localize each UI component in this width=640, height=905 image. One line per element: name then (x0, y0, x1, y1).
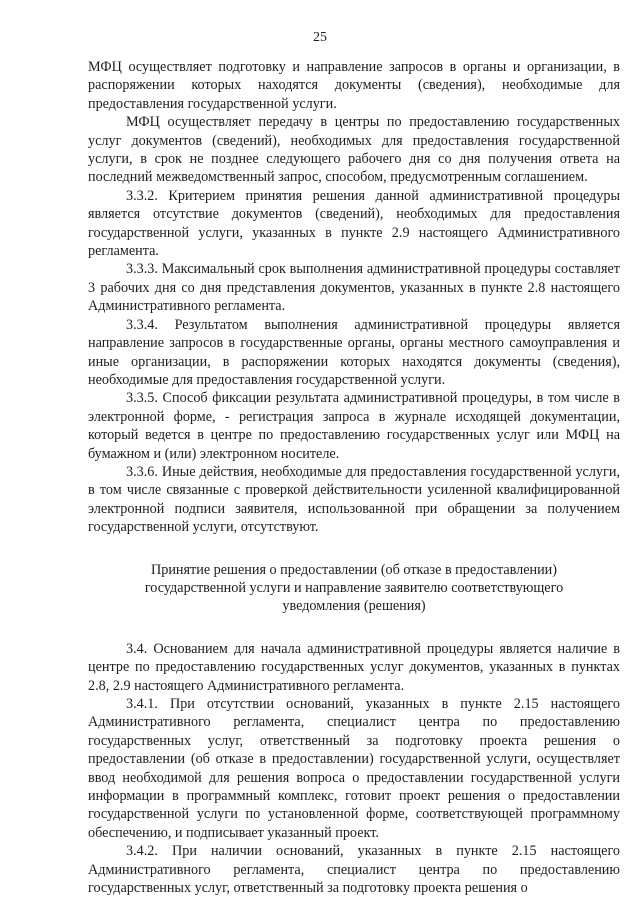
section-heading-line: Принятие решения о предоставлении (об отказе в предоставлении) (150, 561, 558, 578)
paragraph-3-3-2: 3.3.2. Критерием принятия решения данной административной процедуры является отсутствие документов (сведений), необходимых для предоставления государственной услуги, указанных в пункте 2.9 настоящего Административного регламента. (88, 187, 620, 260)
section-heading (88, 561, 620, 616)
paragraph-3-3-6: 3.3.6. Иные действия, необходимые для предоставления государственной услуги, в том числе связанные с проверкой действительности усиленной квалифицированной электронной подписи заявителя, использованной при обращении за получением государственной услуги, отсутствуют. (88, 463, 620, 536)
paragraph-3-4-2: 3.4.2. При наличии оснований, указанных в пункте 2.15 настоящего Административного регламента, специалист центра по предоставлению государственных услуг, ответственный за подготовку проекта решения о (88, 843, 620, 897)
section-heading-line: государственной услуги и направление заявителю соответствующего (144, 579, 564, 596)
page-number: 25 (313, 30, 327, 45)
document-body (88, 58, 620, 897)
paragraph-mfc-transfer: МФЦ осуществляет передачу в центры по предоставлению государственных услуг документов (сведений), необходимых для предоставления государственной услуги, в срок не позднее следующего рабочего дня со дня получения ответа на последний межведомственный запрос, способом, предусмотренным соглашением. (88, 114, 620, 186)
paragraph-3-4-1: 3.4.1. При отсутствии оснований, указанных в пункте 2.15 настоящего Административного регламента, специалист центра по предоставлению государственных услуг, ответственный за подготовку проекта решения о предоставлении (об отказе в предоставлении) государственной услуги, осуществляет ввод необходимой для решения вопроса о предоставлении государственной услуги информации в программный комплекс, готовит проект решения о предоставлении государственной услуги по установленной форме, соответствующей программному обеспечению, и подписывает указанный проект. (88, 696, 620, 841)
section-heading-line: уведомления (решения) (282, 598, 426, 615)
paragraph-mfc-requests: МФЦ осуществляет подготовку и направление запросов в органы и организации, в распоряжении которых находятся документы (сведения), необходимые для предоставления государственной услуги. (88, 59, 620, 112)
paragraph-3-3-3: 3.3.3. Максимальный срок выполнения административной процедуры составляет 3 рабочих дня со дня представления документов, указанных в пункте 2.8 настоящего Административного регламента. (88, 261, 620, 315)
paragraph-3-3-4: 3.3.4. Результатом выполнения административной процедуры является направление запросов в государственные органы, органы местного самоуправления и иные организации, в распоряжении которых находятся документы (сведения), необходимые для предоставления государственной услуги. (88, 316, 620, 388)
paragraph-3-3-5: 3.3.5. Способ фиксации результата административной процедуры, в том числе в электронной форме, - регистрация запроса в журнале исходящей документации, который ведется в центре по предоставлению государственных услуг или МФЦ на бумажном и (или) электронном носителе. (88, 390, 620, 462)
paragraph-3-4: 3.4. Основанием для начала административной процедуры является наличие в центре по предоставлению государственных услуг документов, указанных в пунктах 2.8, 2.9 настоящего Административного регламента. (88, 640, 620, 694)
